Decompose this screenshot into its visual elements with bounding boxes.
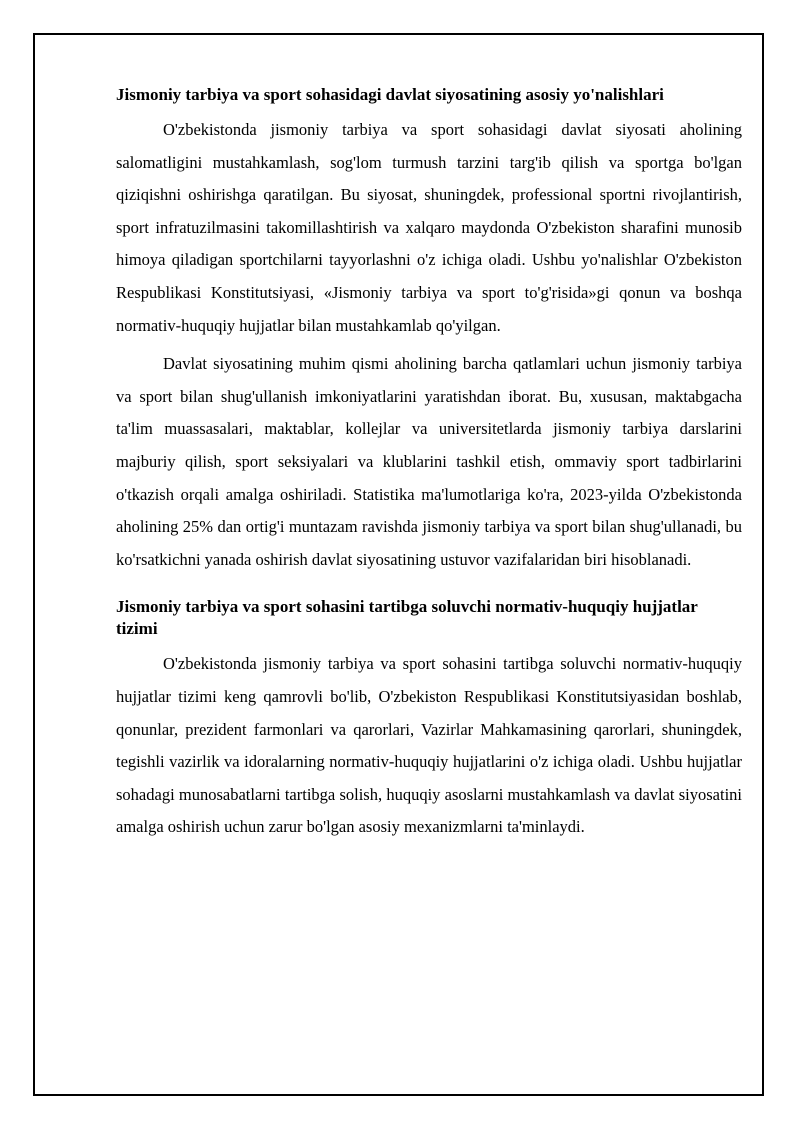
paragraph-state-policy-goals: O'zbekistonda jismoniy tarbiya va sport sohasidagi davlat siyosati aholining salomatligini mustahkamlash, sog'lom turmush tarzini targ'ib qilish va sportga bo'lgan qiziqishni oshirishga qaratilgan. Bu siyosat, shuningdek, professional sportni rivojlantirish, sport infratuzilmasini takomillashtirish va xalqaro maydonda O'zbekiston sharafini munosib himoya qiladigan sportchilarni tayyorlashni o'z ichiga oladi. Ushbu yo'nalishlar O'zbekiston Respublikasi Konstitutsiyasi, «Jismoniy tarbiya va sport to'g'risida»gi qonun va boshqa normativ-huquqiy hujjatlar bilan mustahkamlab qo'yilgan. bbox=[116, 120, 742, 335]
document-body bbox=[116, 84, 742, 850]
section-heading-state-policy: Jismoniy tarbiya va sport sohasidagi davlat siyosatining asosiy yo'nalishlari bbox=[116, 85, 664, 104]
paragraph-state-policy-access: Davlat siyosatining muhim qismi aholining barcha qatlamlari uchun jismoniy tarbiya va sport bilan shug'ullanish imkoniyatlarini yaratishdan iborat. Bu, xususan, maktabgacha ta'lim muassasalari, maktablar, kollejlar va universitetlarda jismoniy tarbiya darslarini majburiy qilish, sport seksiyalari va klublarini tashkil etish, ommaviy sport tadbirlarini o'tkazish orqali amalga oshiriladi. Statistika ma'lumotlariga ko'ra, 2023-yilda O'zbekistonda aholining 25% dan ortig'i muntazam ravishda jismoniy tarbiya va sport bilan shug'ullanadi, bu ko'rsatkichni yanada oshirish davlat siyosatining ustuvor vazifalaridan biri hisoblanadi. bbox=[116, 354, 742, 569]
section-heading-legal-framework: Jismoniy tarbiya va sport sohasini tartibga soluvchi normativ-huquqiy hujjatlar tizimi bbox=[116, 597, 698, 639]
paragraph-legal-framework: O'zbekistonda jismoniy tarbiya va sport sohasini tartibga soluvchi normativ-huquqiy hujjatlar tizimi keng qamrovli bo'lib, O'zbekiston Respublikasi Konstitutsiyasidan boshlab, qonunlar, prezident farmonlari va qarorlari, Vazirlar Mahkamasining qarorlari, shuningdek, tegishli vazirlik va idoralarning normativ-huquqiy hujjatlarini o'z ichiga oladi. Ushbu hujjatlar sohadagi munosabatlarni tartibga solish, huquqiy asoslarni mustahkamlash va davlat siyosatini amalga oshirish uchun zarur bo'lgan asosiy mexanizmlarni ta'minlaydi. bbox=[116, 654, 742, 837]
